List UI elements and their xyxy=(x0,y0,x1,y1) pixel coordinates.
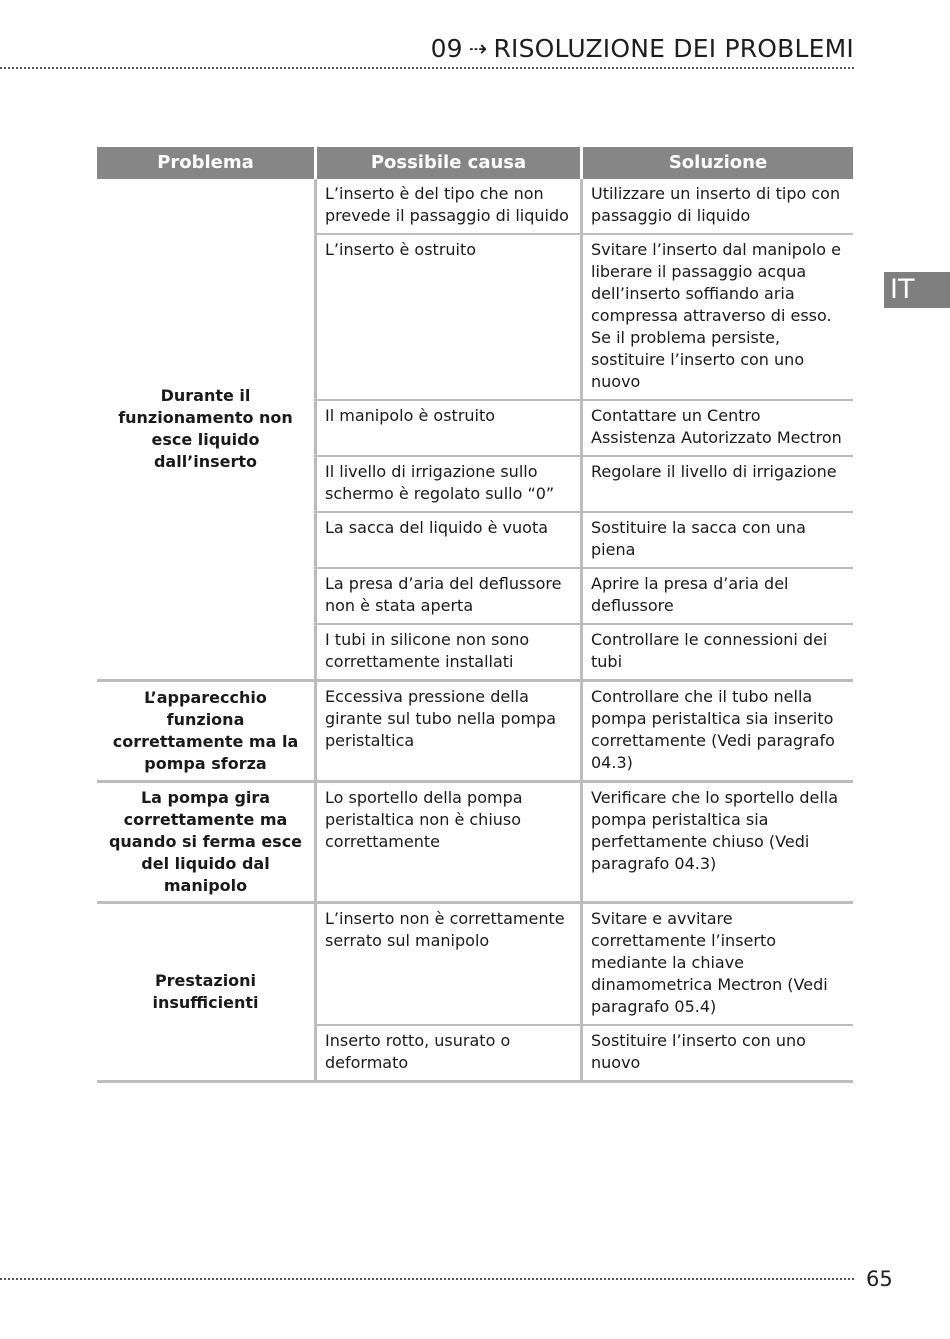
cause-cell: L’inserto è ostruito xyxy=(317,235,583,401)
table-row xyxy=(97,179,853,235)
cause-cell: La presa d’aria del deflussore non è stata aperta xyxy=(317,569,583,625)
troubleshooting-table xyxy=(97,147,853,1083)
cause-cell: L’inserto è del tipo che non prevede il passaggio di liquido xyxy=(317,179,583,235)
chapter-number: 09 xyxy=(430,34,463,63)
footer-divider xyxy=(0,1278,854,1280)
column-header-cause: Possibile causa xyxy=(317,147,583,179)
solution-cell: Controllare che il tubo nella pompa peristaltica sia inserito correttamente (Vedi paragrafo 04.3) xyxy=(583,682,853,783)
problem-cell: Prestazioni insufficienti xyxy=(97,904,317,1083)
page-header xyxy=(431,34,854,63)
table-row xyxy=(97,783,853,904)
cause-cell: I tubi in silicone non sono correttamente installati xyxy=(317,625,583,682)
problem-cell: Durante il funzionamento non esce liquido dall’inserto xyxy=(97,179,317,682)
problem-cell: La pompa gira correttamente ma quando si ferma esce del liquido dal manipolo xyxy=(97,783,317,904)
cause-cell: Eccessiva pressione della girante sul tubo nella pompa peristaltica xyxy=(317,682,583,783)
solution-cell: Aprire la presa d’aria del deflussore xyxy=(583,569,853,625)
column-header-solution: Soluzione xyxy=(583,147,853,179)
cause-cell: L’inserto non è correttamente serrato sul manipolo xyxy=(317,904,583,1026)
dotted-arrow-icon: ⇢ xyxy=(468,37,488,62)
header-divider xyxy=(0,67,854,69)
table-row xyxy=(97,904,853,1026)
column-header-problem: Problema xyxy=(97,147,317,179)
page-number: 65 xyxy=(866,1267,893,1291)
table-header-row xyxy=(97,147,853,179)
cause-cell: Inserto rotto, usurato o deformato xyxy=(317,1026,583,1083)
solution-cell: Verificare che lo sportello della pompa peristaltica sia perfettamente chiuso (Vedi paragrafo 04.3) xyxy=(583,783,853,904)
solution-cell: Regolare il livello di irrigazione xyxy=(583,457,853,513)
language-tab: IT xyxy=(884,272,950,308)
cause-cell: Il manipolo è ostruito xyxy=(317,401,583,457)
table-row xyxy=(97,682,853,783)
solution-cell: Contattare un Centro Assistenza Autorizzato Mectron xyxy=(583,401,853,457)
cause-cell: Il livello di irrigazione sullo schermo è regolato sullo “0” xyxy=(317,457,583,513)
solution-cell: Sostituire l’inserto con uno nuovo xyxy=(583,1026,853,1083)
solution-cell: Utilizzare un inserto di tipo con passaggio di liquido xyxy=(583,179,853,235)
solution-cell: Svitare l’inserto dal manipolo e liberare il passaggio acqua dell’inserto soffiando aria compressa attraverso di esso. Se il problema persiste, sostituire l’inserto con uno nuovo xyxy=(583,235,853,401)
chapter-title: RISOLUZIONE DEI PROBLEMI xyxy=(493,34,854,63)
solution-cell: Controllare le connessioni dei tubi xyxy=(583,625,853,682)
solution-cell: Sostituire la sacca con una piena xyxy=(583,513,853,569)
cause-cell: Lo sportello della pompa peristaltica non è chiuso correttamente xyxy=(317,783,583,904)
cause-cell: La sacca del liquido è vuota xyxy=(317,513,583,569)
solution-cell: Svitare e avvitare correttamente l’inserto mediante la chiave dinamometrica Mectron (Vedi paragrafo 05.4) xyxy=(583,904,853,1026)
problem-cell: L’apparecchio funziona correttamente ma la pompa sforza xyxy=(97,682,317,783)
